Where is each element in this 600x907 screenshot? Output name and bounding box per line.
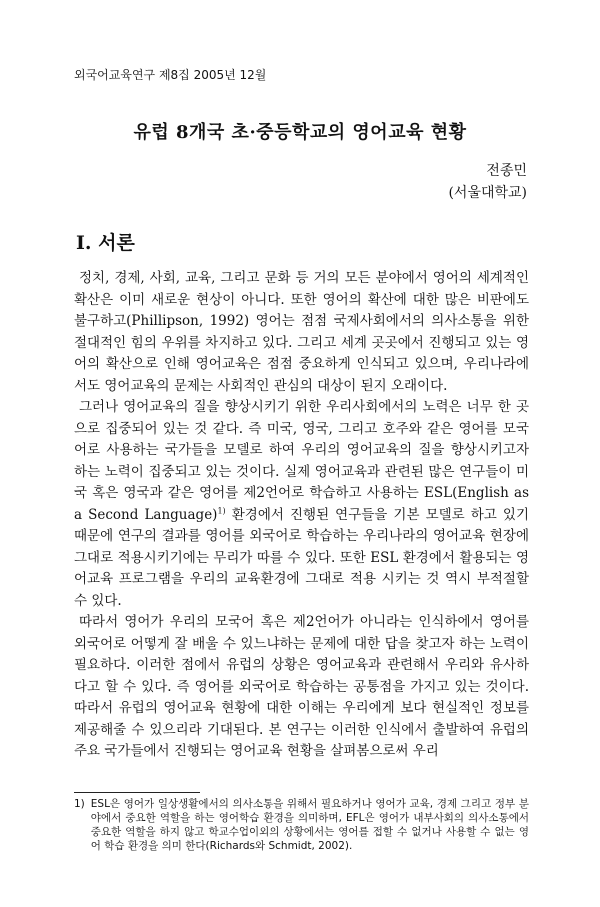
footnote — [74, 797, 529, 853]
journal-header: 외국어교육연구 제8집 2005년 12월 — [74, 68, 267, 82]
footnote-divider — [74, 792, 200, 793]
footnote-number: 1) — [74, 798, 85, 810]
paragraph-2-part-1: 그러나 영어교육의 질을 향상시키기 위한 우리사회에서의 노력은 너무 한 곳으로 집중되어 있는 것 같다. 즉 미국, 영국, 그리고 호주와 같은 영어를 모국어로 사용하는 국가들을 모델로 하여 우리의 영어교육의 질을 향상시키고자 하는 노력이 집중되고 있는 것이다. 실제 영어교육과 관련된 많은 연구들이 미국 혹은 영국과 같은 영어를 제2언어로 학습하고 사용하는 ESL(English as a Second Language) — [74, 399, 529, 523]
section-heading: Ⅰ. 서론 — [76, 232, 135, 254]
paragraph-1: 정치, 경제, 사회, 교육, 그리고 문화 등 거의 모든 분야에서 영어의 세계적인 확산은 이미 새로운 현상이 아니다. 또한 영어의 확산에 대한 많은 비판에도 불구하고(Phillipson, 1992) 영어는 점점 국제사회에서의 의사소통을 위한 절대적인 힘의 우위를 차지하고 있다. 그리고 세계 곳곳에서 진행되고 있는 영어의 확산으로 인해 영어교육은 점점 중요하게 인식되고 있으며, 우리나라에서도 영어교육의 문제는 사회적인 관심의 대상이 된지 오래이다. — [74, 270, 529, 394]
paragraph-3: 따라서 영어가 우리의 모국어 혹은 제2언어가 아니라는 인식하에서 영어를 외국어로 어떻게 잘 배울 수 있느냐하는 문제에 대한 답을 찾고자 하는 노력이 필요하다. 이러한 점에서 유럽의 상황은 영어교육과 관련해서 우리와 유사하다고 할 수 있다. 즉 영어를 외국어로 학습하는 공통점을 가지고 있는 것이다. 따라서 유럽의 영어교육 현황에 대한 이해는 우리에게 보다 현실적인 정보를 제공해줄 수 있으리라 기대된다. 본 연구는 이러한 인식에서 출발하여 유럽의 주요 국가들에서 진행되는 영어교육 현황을 살펴봄으로써 우리 — [74, 614, 529, 759]
paper-title: 유럽 8개국 초·중등학교의 영어교육 현황 — [133, 122, 467, 143]
author-name: 전종민 — [486, 163, 527, 179]
paragraph-2 — [74, 397, 529, 612]
author-affiliation: (서울대학교) — [448, 185, 527, 201]
footnote-text: ESL은 영어가 일상생활에서의 의사소통을 위해서 필요하거나 영어가 교육, 경제 그리고 정부 분야에서 중요한 역할을 하는 영어학습 환경을 의미하며, EFL은 영어가 내부사회의 의사소통에서 중요한 역할을 하지 않고 학교수업이외의 상황에서는 영어를 접할 수 없거나 사용할 수 없는 영어 학습 환경을 의미 한다(Richards와 Schmidt, 2002). — [90, 798, 529, 852]
footnote-reference: 1) — [217, 506, 226, 515]
body-text — [74, 268, 529, 763]
paragraph-2-part-2: 환경에서 진행된 연구들을 기본 모델로 하고 있기 때문에 연구의 결과를 영어를 외국어로 학습하는 우리나라의 영어교육 현장에 그대로 적용시키기에는 무리가 따를 수 있다. 또한 ESL 환경에서 활용되는 영어교육 프로그램을 우리의 교육환경에 그대로 적용 시키는 것 역시 부적절할 수 있다. — [74, 506, 529, 609]
